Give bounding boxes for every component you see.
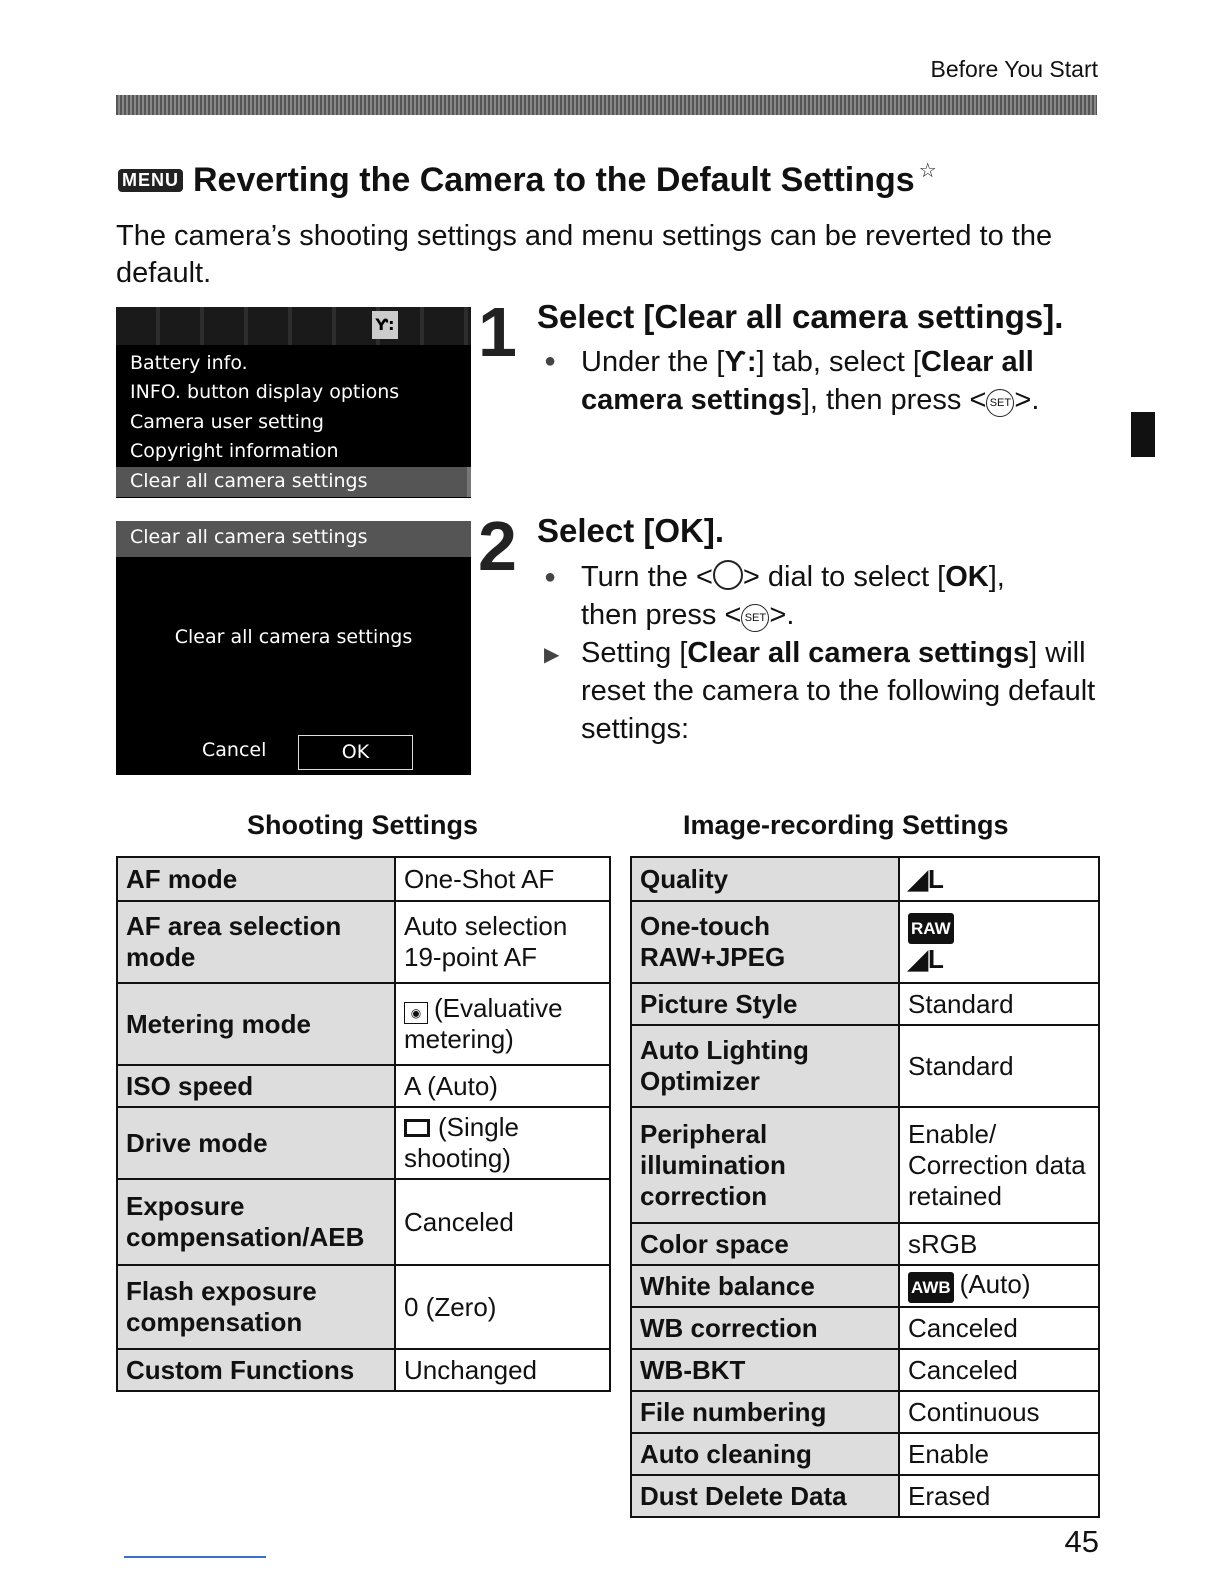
setting-value: Erased	[899, 1475, 1099, 1517]
table-row	[631, 1475, 1099, 1517]
dialog-header	[116, 521, 471, 557]
setup-tab-icon: Ƴ:	[372, 311, 398, 339]
setting-name: Quality	[631, 857, 899, 901]
setting-name: Color space	[631, 1223, 899, 1265]
setting-value: Enable	[899, 1433, 1099, 1475]
image-recording-settings-table	[630, 856, 1100, 1518]
setting-name: WB correction	[631, 1307, 899, 1349]
quality-large-fine-icon: ◢L	[899, 857, 1099, 901]
text: >.	[769, 599, 795, 631]
setting-value: A (Auto)	[395, 1065, 610, 1107]
title-text: Reverting the Camera to the Default Settings	[193, 161, 915, 199]
setting-name: Exposure compensation/AEB	[117, 1179, 395, 1265]
step2-body-1	[581, 558, 1101, 634]
setting-value: Canceled	[899, 1307, 1099, 1349]
table-row	[631, 1265, 1099, 1307]
image-settings-heading: Image-recording Settings	[683, 810, 1009, 840]
setting-name: WB-BKT	[631, 1349, 899, 1391]
step1-body	[581, 343, 1101, 419]
shooting-settings-table	[116, 856, 611, 1392]
setting-value	[395, 1107, 610, 1179]
page-number: 45	[1064, 1524, 1099, 1559]
menu-item: Copyright information	[130, 440, 339, 462]
menu-item: Camera user setting	[130, 411, 324, 433]
text: Setting [	[581, 637, 688, 669]
setting-value: Enable/ Correction data retained	[899, 1107, 1099, 1223]
single-shooting-icon	[404, 1119, 430, 1137]
arrow-icon: ▶	[544, 644, 560, 666]
setting-name: Drive mode	[117, 1107, 395, 1179]
table-row	[117, 1065, 610, 1107]
table-row	[117, 901, 610, 983]
setting-name: Picture Style	[631, 983, 899, 1025]
set-button-icon: SET	[986, 389, 1014, 417]
setting-name: Auto Lighting Optimizer	[631, 1025, 899, 1107]
table-row	[631, 857, 1099, 901]
setting-name: White balance	[631, 1265, 899, 1307]
table-row	[631, 1307, 1099, 1349]
table-row	[117, 1349, 610, 1391]
cancel-label: Cancel	[202, 739, 267, 761]
setting-value: Unchanged	[395, 1349, 610, 1391]
setting-value: Auto selection 19-point AF	[395, 901, 610, 983]
table-row	[631, 901, 1099, 983]
header-bar	[116, 95, 1097, 115]
text: (Auto)	[959, 1269, 1031, 1299]
table-row	[631, 1223, 1099, 1265]
setting-name: Custom Functions	[117, 1349, 395, 1391]
table-row	[117, 857, 610, 901]
text: ] will reset the camera to the following default settings:	[581, 637, 1096, 745]
menu-item-selected: Clear all camera settings	[130, 470, 368, 492]
text: then press <	[581, 599, 742, 631]
dialog-header-text: Clear all camera settings	[130, 526, 368, 548]
main-dial-icon	[713, 560, 743, 590]
running-header: Before You Start	[930, 56, 1098, 82]
side-tab-marker	[1131, 412, 1155, 457]
setting-name: AF mode	[117, 857, 395, 901]
dialog-message: Clear all camera settings	[174, 626, 413, 648]
setting-name: Metering mode	[117, 983, 395, 1065]
evaluative-metering-icon: ◉	[404, 1002, 428, 1024]
decorative-underline	[124, 1556, 266, 1558]
text: ] tab, select [	[756, 346, 921, 378]
text: > dial to select [	[742, 561, 946, 593]
setting-name: Auto cleaning	[631, 1433, 899, 1475]
step1-heading: Select [Clear all camera settings].	[537, 298, 1064, 335]
table-row	[117, 1265, 610, 1349]
setting-name: Flash exposure compensation	[117, 1265, 395, 1349]
table-row	[631, 1107, 1099, 1223]
setting-name: Dust Delete Data	[631, 1475, 899, 1517]
text: ],	[988, 561, 1005, 593]
setting-value	[395, 983, 610, 1065]
confirm-dialog-screen	[116, 521, 471, 775]
table-row	[631, 983, 1099, 1025]
page-title	[118, 158, 937, 200]
text: (Single shooting)	[404, 1112, 519, 1173]
table-row	[631, 1391, 1099, 1433]
setting-name: File numbering	[631, 1391, 899, 1433]
step2-body-2	[581, 634, 1101, 748]
text-bold: OK	[945, 561, 989, 593]
setting-value: Standard	[899, 983, 1099, 1025]
table-row	[117, 1179, 610, 1265]
table-row	[631, 1433, 1099, 1475]
text-bold: Clear all camera settings	[581, 346, 1034, 416]
text: (Evaluative metering)	[404, 993, 563, 1054]
setting-value: 0 (Zero)	[395, 1265, 610, 1349]
step2-heading: Select [OK].	[537, 512, 725, 549]
step-number-1: 1	[478, 293, 517, 371]
set-button-icon: SET	[741, 604, 769, 632]
setting-name: Peripheral illumination correction	[631, 1107, 899, 1223]
quality-large-fine-icon: ◢L	[908, 943, 944, 974]
text: >.	[1014, 384, 1040, 416]
table-row	[631, 1349, 1099, 1391]
setting-value: Canceled	[395, 1179, 610, 1265]
menu-icon: MENU	[118, 169, 183, 192]
raw-icon: RAW	[908, 913, 954, 944]
setting-name: One-touch RAW+JPEG	[631, 901, 899, 983]
setting-value: sRGB	[899, 1223, 1099, 1265]
text: ], then press <	[801, 384, 987, 416]
setting-value: Continuous	[899, 1391, 1099, 1433]
step-number-2: 2	[478, 507, 517, 585]
setting-value: One-Shot AF	[395, 857, 610, 901]
menu-item: INFO. button display options	[130, 381, 400, 403]
bullet-icon: ●	[544, 566, 557, 588]
table-row	[631, 1025, 1099, 1107]
table-row	[117, 1107, 610, 1179]
setting-name: ISO speed	[117, 1065, 395, 1107]
setting-value: Standard	[899, 1025, 1099, 1107]
awb-icon: AWB	[908, 1272, 954, 1303]
text-bold: Clear all camera settings	[687, 637, 1030, 669]
table-row	[117, 983, 610, 1065]
text: Under the [	[581, 346, 725, 378]
text: Turn the <	[581, 561, 713, 593]
menu-item: Battery info.	[130, 352, 248, 374]
setting-value	[899, 1265, 1099, 1307]
bullet-icon: ●	[544, 350, 557, 372]
intro-text: The camera’s shooting settings and menu settings can be reverted to the default.	[116, 220, 1053, 289]
setup-tab-icon: Ƴ:	[724, 346, 757, 378]
setting-value	[899, 901, 1099, 983]
setting-name: AF area selection mode	[117, 901, 395, 983]
setting-value: Canceled	[899, 1349, 1099, 1391]
camera-menu-screen	[116, 307, 471, 498]
ok-label: OK	[298, 735, 413, 770]
shooting-settings-heading: Shooting Settings	[247, 810, 478, 840]
menu-tabs	[116, 307, 471, 345]
star-icon: ☆	[918, 160, 937, 182]
